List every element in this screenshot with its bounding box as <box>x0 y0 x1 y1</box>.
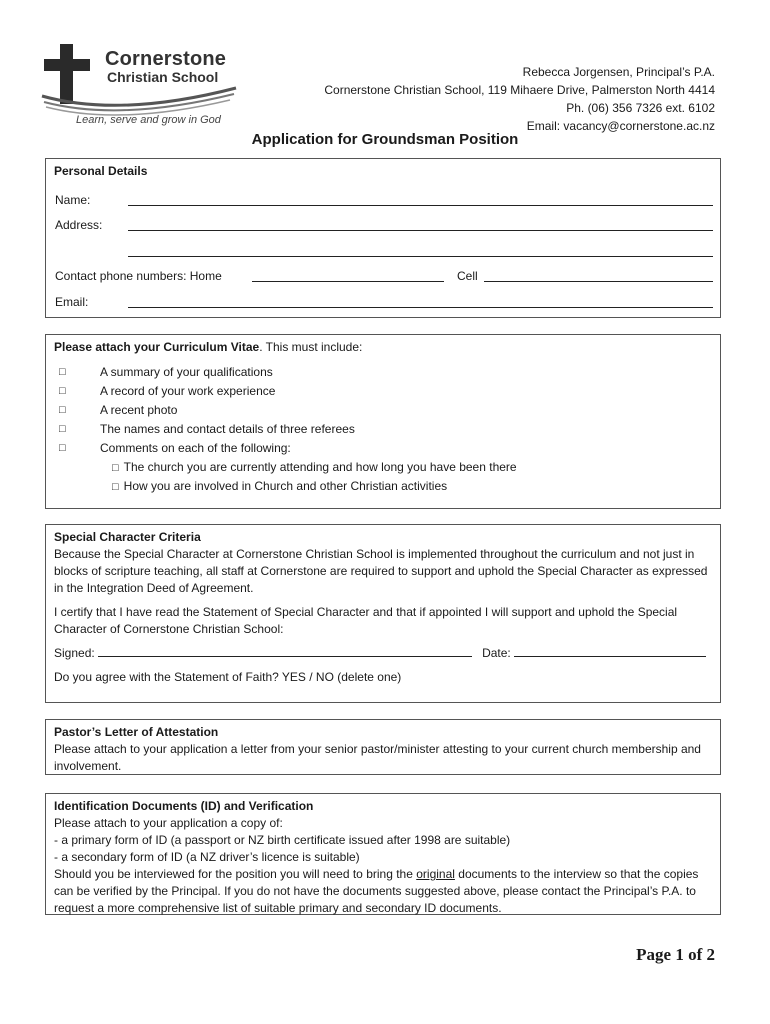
section-heading: Pastor’s Letter of Attestation <box>54 725 219 739</box>
cv-sublist <box>54 458 712 496</box>
list-item-label: The names and contact details of three referees <box>100 422 355 436</box>
cv-heading-rest: . This must include: <box>259 340 363 354</box>
signed-label: Signed: <box>54 646 95 660</box>
contact-block <box>324 63 715 135</box>
sub-list-item-label: How you are involved in Church and other Christian activities <box>123 479 448 493</box>
logo-name-line2: Christian School <box>107 69 219 85</box>
list-item-label: A recent photo <box>100 403 178 417</box>
section-heading: Identification Documents (ID) and Verification <box>54 799 314 813</box>
checkbox-icon[interactable]: □ <box>59 366 66 378</box>
list-item <box>54 401 712 420</box>
logo-motto: Learn, serve and grow in God <box>76 114 221 126</box>
personal-details-section <box>45 158 721 318</box>
list-item-label: A record of your work experience <box>100 384 276 398</box>
swoosh-icon <box>40 74 240 118</box>
id-primary-item: - a primary form of ID (a passport or NZ birth certificate issued after 1998 are suitable) <box>54 833 511 847</box>
address-field-line1[interactable] <box>128 230 713 231</box>
date-label: Date: <box>482 646 511 660</box>
list-item <box>54 420 712 439</box>
address-field-line2[interactable] <box>128 256 713 257</box>
cv-checklist <box>54 363 712 458</box>
contact-line: Cornerstone Christian School, 119 Mihaere Drive, Palmerston North 4414 <box>324 83 715 97</box>
contact-email: Email: vacancy@cornerstone.ac.nz <box>526 119 715 133</box>
special-character-paragraph: Because the Special Character at Cornerstone Christian School is implemented throughout the curriculum and not just in blocks of scripture teaching, all staff at Cornerstone are required to support and uphold the Special Character as expressed in the Integration Deed of Agreement. <box>54 547 708 595</box>
list-item <box>54 382 712 401</box>
checkbox-icon[interactable]: □ <box>112 481 119 493</box>
signature-field[interactable] <box>98 645 472 657</box>
special-character-section <box>45 524 721 703</box>
cv-section <box>45 334 721 509</box>
sub-list-item-label: The church you are currently attending and how long you have been there <box>123 460 517 474</box>
contact-line: Ph. (06) 356 7326 ext. 6102 <box>566 101 715 115</box>
name-field[interactable] <box>128 205 713 206</box>
checkbox-icon[interactable]: □ <box>59 423 66 435</box>
list-item-label: Comments on each of the following: <box>100 441 291 455</box>
checkbox-icon[interactable]: □ <box>59 404 66 416</box>
certify-paragraph: I certify that I have read the Statement of Special Character and that if appointed I will support and uphold the Special Character of Cornerstone Christian School: <box>54 605 678 636</box>
page-number <box>636 945 715 965</box>
page-total: 2 <box>706 945 715 964</box>
sub-list-item <box>54 477 712 496</box>
logo-name-line1: Cornerstone <box>105 48 227 70</box>
id-verification-paragraph <box>54 866 712 917</box>
date-field[interactable] <box>514 645 706 657</box>
section-heading: Special Character Criteria <box>54 530 201 544</box>
section-heading: Personal Details <box>54 164 148 178</box>
id-intro: Please attach to your application a copy of: <box>54 816 283 830</box>
of-word: of <box>688 945 703 964</box>
home-phone-label: Contact phone numbers: Home <box>55 269 222 283</box>
cv-heading <box>54 339 712 356</box>
contact-line: Rebecca Jorgensen, Principal’s P.A. <box>522 65 715 79</box>
checkbox-icon[interactable]: □ <box>112 462 119 474</box>
cv-heading-bold: Please attach your Curriculum Vitae <box>54 340 260 354</box>
checkbox-icon[interactable]: □ <box>59 442 66 454</box>
page-word: Page <box>636 945 672 964</box>
list-item <box>54 363 712 382</box>
address-label: Address: <box>55 218 103 232</box>
name-label: Name: <box>55 193 91 207</box>
faith-question: Do you agree with the Statement of Faith? YES / NO (delete one) <box>54 670 402 684</box>
id-para-after: documents to the interview so that the copies can be verified by the Principal. If you do not have the documents suggested above, please contact the Principal’s P.A. to request a more comprehensive list of suitable primary and secondary ID documents. <box>54 867 699 915</box>
id-para-before: Should you be interviewed for the position you will need to bring the <box>54 867 417 881</box>
email-label: Email: <box>55 295 89 309</box>
id-verification-section <box>45 793 721 915</box>
list-item-label: A summary of your qualifications <box>100 365 273 379</box>
email-field[interactable] <box>128 307 713 308</box>
signature-row <box>54 645 712 662</box>
page-title: Application for Groundsman Position <box>251 131 519 148</box>
pastor-letter-text: Please attach to your application a letter from your senior pastor/minister attesting to your current church membership and involvement. <box>54 742 701 773</box>
school-logo <box>40 44 250 134</box>
cell-label: Cell <box>457 269 478 283</box>
checkbox-icon[interactable]: □ <box>59 385 66 397</box>
cell-phone-field[interactable] <box>484 281 713 282</box>
page-current: 1 <box>675 945 684 964</box>
sub-list-item <box>54 458 712 477</box>
list-item <box>54 439 712 458</box>
pastor-letter-section <box>45 719 721 775</box>
id-para-underlined: original <box>416 867 455 881</box>
id-secondary-item: - a secondary form of ID (a NZ driver’s licence is suitable) <box>54 850 360 864</box>
home-phone-field[interactable] <box>252 281 444 282</box>
